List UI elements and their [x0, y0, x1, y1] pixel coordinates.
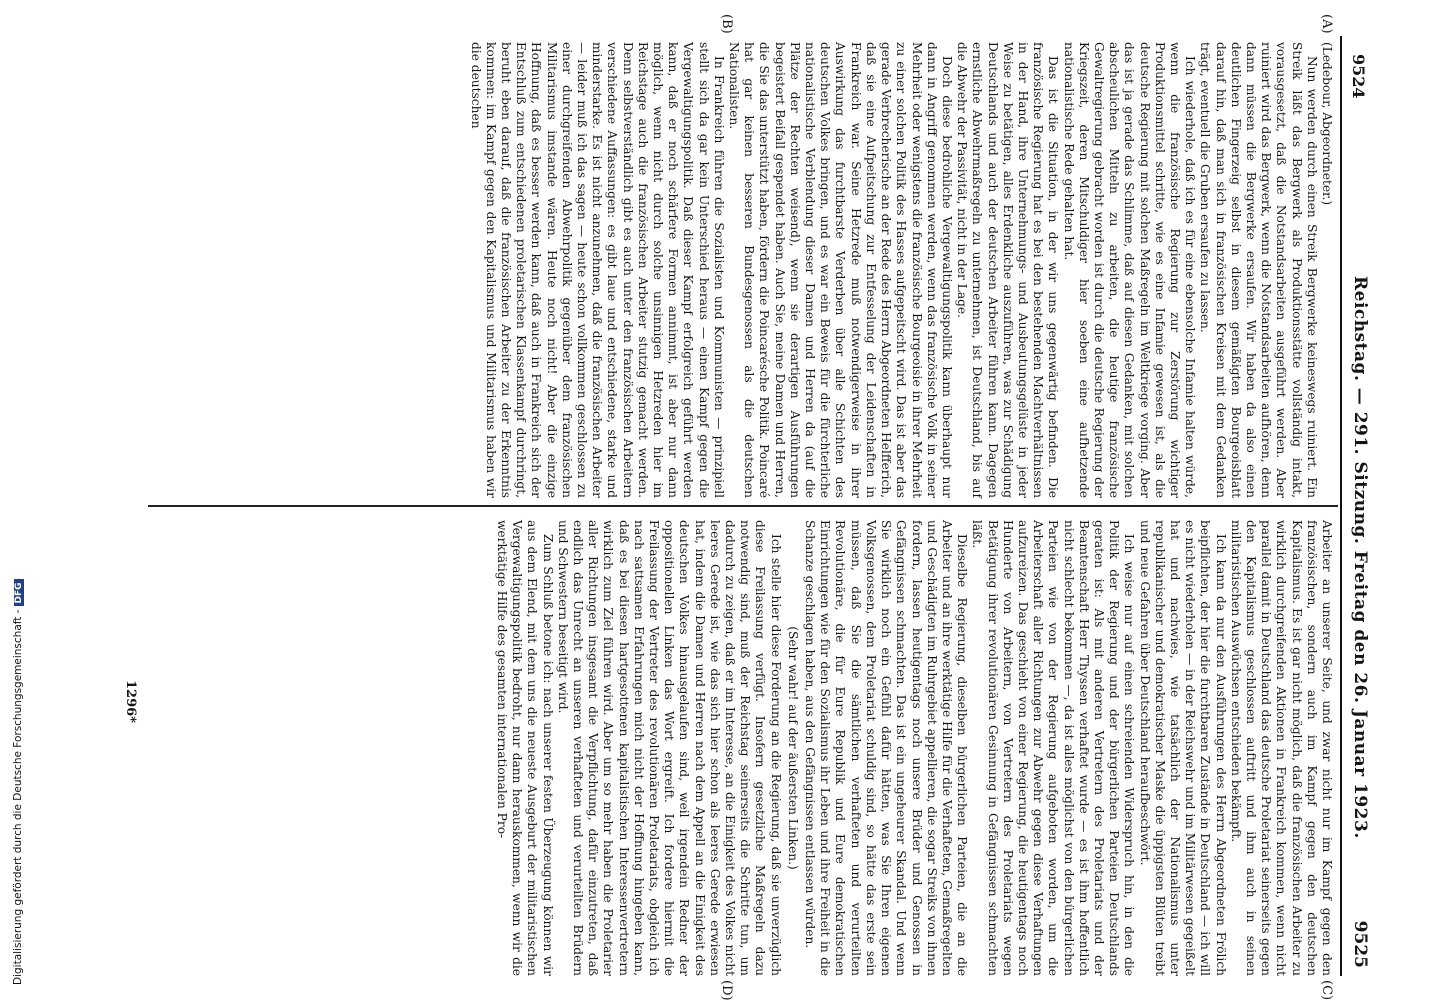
page-header	[1346, 36, 1372, 976]
header-rule	[1340, 36, 1342, 976]
paragraph: Dieselbe Regierung, dieselben bürgerlichen Parteien, die an die Arbeiter und an ihre werktätige Hilfe für die Verhafteten, Gemaßregelten und Geschädigten im Ruhrgebiet appellieren, die sogar Streiks von ihnen fordern, lassen heutigentags noch unsere Brüder und Genossen in Gefängnissen schmachten. Das ist ein ungeheurer Skandal. Und wenn Sie wirklich noch ein Gefühl dafür hätten, was Sie Ihren eigenen Volksgenossen, dem Proletariat schuldig sind, so hätte das erste sein müssen, daß Sie die sämtlichen verhafteten und verurteilten Revolutionäre, die für Eure Republik und Eure demokratischen Einrichtungen wie für den Sozialismus ihr Leben und ihre Freiheit in die Schanze geschlagen haben, aus den Gefängnissen entlassen würden.	[803, 520, 970, 976]
interjection: (Sehr wahr! auf der äußersten Linken.)	[785, 626, 800, 870]
paragraph: Zum Schluß betone ich: nach unserer festen Überzeugung können wir aus dem Elend, mit dem uns die neueste Ausgeburt der militaristischen Vergewaltigungspolitik bedroht, nur dann herauskommen, wenn wir die werktätige Hilfe des gesamten internationalen Pro-	[495, 520, 555, 976]
digitization-credit	[12, 579, 24, 985]
paragraph: Nun werden durch einen Streik Bergwerke keineswegs ruiniert. Ein Streik läßt das Bergwerk als Produktionsstätte vollständig intakt, vorausgesetzt, daß die Notstandsarbeiten ausgeführt werden. Aber ruiniert wird das Bergwerk, wenn die Notstandsarbeiten aufhören, denn dann müssen die Bergwerke ersaufen. Wir haben da also einen deutlichen Fingerzeig selbst in diesem gemäßigten Bourgeoisblatt darauf hin, daß man sich in französischen Kreisen mit dem Gedanken trägt, eventuell die Gruben ersaufen zu lassen.	[1198, 42, 1319, 498]
paragraph: Arbeiter an unserer Seite, und zwar nicht nur im Kampf gegen den französischen, sondern auch im Kampf gegen den deutschen Kapitalismus. Es ist gar nicht möglich, daß die französischen Arbeiter zu wirklich durchgreifenden Aktionen in Frankreich kommen, wenn nicht parallel damit in Deutschland das deutsche Proletariat seinerseits gegen den Kapitalismus geschlossen auftritt und ihm auch in seinen militaristischen Auswüchsen entschieden bekämpft.	[1228, 520, 1334, 976]
right-column	[494, 520, 1334, 976]
margin-marker-d: (D)	[719, 980, 734, 1001]
dfg-logo: DFG	[14, 579, 24, 606]
paragraph: Ich kann da nur den Ausführungen des Herrn Abgeordneten Frölich beipflichten, der hier die furchtbaren Zustände in Deutschland — ich will es nicht wiederholen — in der Reichswehr und im Militärwesen gegeißelt hat und nachwies, wie tatsächlich der Nationalismus unter republikanischer und demokratischer Maske die üppigsten Blüten treibt und neue Gefahren über Deutschland heraufbeschwört.	[1137, 520, 1228, 976]
paragraph: Doch diese bedrohliche Vergewaltigungspolitik kann überhaupt nur dann in Angriff genommen werden, wenn das französische Volk in seiner Mehrheit oder wenigstens die französische Bourgeoisie in ihrer Mehrheit zu einer solchen Politik des Hasses aufgepeitscht wird. Das ist aber das gerade Verbrecherische an der Rede des Herrn Abgeordneten Helfferich, daß sie eine Aufpeitschung zur Entfesselung der Leidenschaften in Frankreich war. Seine Hetzrede muß notwendigerweise in ihrer Auswirkung das furchtbarste Verderben über alle Schichten des deutschen Volkes bringen, und es war ein Beweis für die fürchterliche nationalistische Verblendung dieser Damen und Herren da (auf die Plätze der Rechten weisend), wenn sie derartigen Ausführungen begeistert Beifall gespendet haben. Auch Sie, meine Damen und Herren, die Sie das unterstützt haben, fördern die Poincarésche Politik. Poincaré hat gar keinen besseren Bundesgenossen als die deutschen Nationalisten.	[727, 42, 954, 498]
page-number-left: 9524	[1349, 54, 1368, 99]
paragraph: Das ist die Situation, in der wir uns gegenwärtig befinden. Die französische Regierung hat es bei den bestehenden Machtverhältnissen in der Hand, ihre Unternehmungs- und Ausbeutungsgelüste in jeder Weise zu betätigen, alles Erdenkliche auszuführen, was zur Schädigung Deutschlands und auch der deutschen Arbeiter führen kann. Dagegen ernstliche Abwehrmaßregeln zu unternehmen, ist Deutschland, bis auf die Abwehr der Passivität, nicht in der Lage.	[955, 42, 1061, 498]
paragraph: Ich weise nur auf einen schreienden Widerspruch hin, in den die Politik der Regierung und der bürgerlichen Parteien Deutschlands geraten ist: Als mit anderen Vertretern des Proletariats und der Beamtenschaft Herr Thyssen verhaftet wurde — es ist ihm hoffentlich nicht schlecht bekommen —, da ist alles möglichst von den bürgerlichen Parteien wie von der Regierung aufgeboten worden, um die Arbeiterschaft aller Richtungen zur Abwehr gegen diese Verhaftungen aufzureizen. Das geschieht von einer Regierung, die heutigentags noch Hunderte von Arbeitern, von Vertretern des Proletariats wegen Betätigung ihrer revolutionären Gesinnung in Gefängnissen schmachten läßt.	[970, 520, 1137, 976]
credit-text: Digitalisierung gefördert durch die Deutsche Forschungsgemeinschaft -	[12, 609, 24, 985]
paragraph: In Frankreich führen die Sozialisten und Kommunisten — prinzipiell stellt sich da gar kein Unterschied heraus — einen Kampf gegen die Vergewaltigungspolitik. Daß dieser Kampf erfolgreich geführt werden kann, daß er noch schärfere Formen annimmt, ist aber nur dann möglich, wenn nicht durch solche unsinnigen Hetzreden hier im Reichstage auch die französischen Arbeiter stutzig gemacht werden. Denn selbstverständlich gibt es auch unter den französischen Arbeitern verschiedene Auffassungen: es gibt laue und entschiedene, starke und minderstarke. Es ist nicht anzunehmen, daß die französischen Arbeiter — leider muß ich das sagen — heute schon vollkommen geschlossen zu einer durchgreifenden Abwehrpolitik gegenüber dem französischen Militarismus imstande wären. Heute noch nicht! Aber die einzige Hoffnung, daß es besser werden kann, daß auch in Frankreich sich der Entschluß zum entschiedenen proletarischen Klassenkampf durchringt, beruht eben darauf, daß die französischen Arbeiter zu der Erkenntnis kommen: im Kampf gegen den Kapitalismus und Militarismus haben wir die deutschen	[468, 42, 726, 498]
running-title: Reichstag. — 291. Sitzung. Freitag den 26. Januar 1923.	[1350, 276, 1370, 839]
left-column	[467, 42, 1334, 498]
paragraph: Ich wiederhole, daß ich es für eine ebensolche Infamie halten würde, wenn die französische Regierung zur Zerstörung wichtiger Produktionsmittel schritte, wie es eine Infamie gewesen ist, als die deutsche Regierung mit solchen Maßregeln im Weltkriege vorging. Aber das ist ja gerade das Schlimme, daß auf diesen Gedanken, mit solchen abscheulichen Mitteln zu arbeiten, die heutige französische Gewaltregierung gebracht worden ist durch die deutsche Regierung der Kriegszeit, deren Mitschuldiger hier soeben eine aufhetzende nationalistische Rede gehalten hat.	[1061, 42, 1198, 498]
signature-mark: 1296*	[123, 680, 138, 723]
column-divider	[148, 505, 1338, 507]
speaker-attribution: (Ledebour, Abgeordneter.)	[1320, 42, 1334, 206]
margin-marker-b: (B)	[719, 14, 734, 34]
margin-marker-a: (A)	[1319, 14, 1334, 34]
paragraph: Ich stelle hier diese Forderung an die Regierung, daß sie unverzüglich diese Freilassung verfügt. Insofern gesetzliche Maßregeln dazu notwendig sind, muß der Reichstag seinerseits die Schritte tun, um dadurch zu zeigen, daß er im Interesse, an die Einigkeit des Volkes nicht leeres Gerede ist, wie das sich hier schon als leeres Gerede erwiesen hat, indem die Damen und Herren nach dem Appell an die Einigkeit des deutschen Volkes hinausgelaufen sind, weil irgendein Redner der oppositionellen Linken das Wort ergreift. Ich fordere hiermit die Freilassung der Vertreter des revolutionären Proletariats, obgleich ich nach sattsamen Erfahrungen mich nicht der Hoffnung hingeben kann, daß es bei diesen hartgesottenen kapitalistischen Interessenvertretern wirklich zum Ziel führen wird. Aber um so mehr haben die Proletarier aller Richtungen insgesamt die Verpflichtung, dafür einzutreten, daß endlich das Unrecht an unseren verhafteten und verurteilten Brüdern und Schwestern beseitigt wird.	[555, 520, 783, 976]
page-number-right: 9525	[1350, 920, 1370, 968]
margin-marker-c: (C)	[1319, 980, 1334, 1001]
